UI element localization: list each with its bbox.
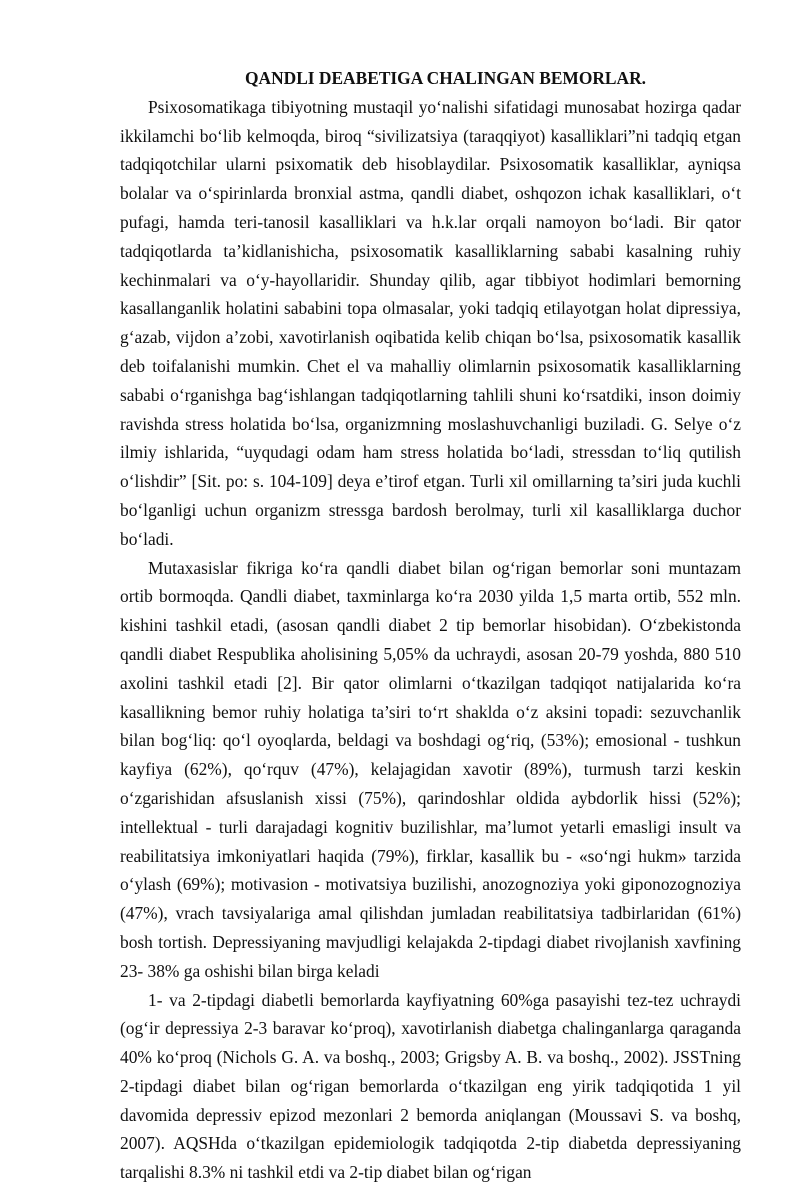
paragraph-psychosomatics: Psixosomatikaga tibiyotning mustaqil yo‘nalishi sifatidagi munosabat hozirga qadar ikkilamchi bo‘lib kelmoqda, biroq “sivilizatsiya (taraqqiyot) kasalliklari”ni tadqiq etgan tadqiqotchilar ularni psixomatik deb hisoblaydilar. Psixosomatik kasalliklar, ayniqsa bolalar va o‘spirinlarda bronxial astma, qandli diabet, oshqozon ichak kasalliklari, o‘t pufagi, hamda teri-tanosil kasalliklari va h.k.lar orqali namoyon bo‘ladi. Bir qator tadqiqotlarda ta’kidlanishicha, psixosomatik kasalliklarning sababi kasalning ruhiy kechinmalari va o‘y-hayollaridir. Shunday qilib, agar tibbiyot hodimlari bemorning kasallanganlik holatini sababini topa olmasalar, yoki tadqiq etilayotgan holat dipressiya, g‘azab, vijdon a’zobi, xavotirlanish oqibatida kelib chiqan bo‘lsa, psixosomatik kasallik deb toifalanishi mumkin. Chet el va mahalliy olimlarnin psixosomatik kasalliklarning sababi o‘rganishga bag‘ishlangan tadqiqotlarning tahlili shuni ko‘rsatdiki, inson doimiy ravishda stress holatida bo‘lsa, organizmning moslashuvchanligi buziladi. G. Selye o‘z ilmiy ishlarida, “uyqudagi odam ham stress holatida bo‘ladi, stressdan to‘liq qutilish o‘lishdir” [Sit. po: s. 104-109] deya e’tirof etgan. Turli xil omillarning ta’siri juda kuchli bo‘lganligi uchun organizm stressga bardosh berolmay, turli xil kasalliklarga duchor bo‘ladi. <box>120 93 741 554</box>
paragraph-depression-studies: 1- va 2-tipdagi diabetli bemorlarda kayfiyatning 60%ga pasayishi tez-tez uchraydi (og‘ir depressiya 2-3 baravar ko‘proq), xavotirlanish diabetga chalinganlarga qaraganda 40% ko‘proq (Nichols G. A. va boshq., 2003; Grigsby A. B. va boshq., 2002). JSSTning 2-tipdagi diabet bilan og‘rigan bemorlarda o‘tkazilgan eng yirik tadqiqotida 1 yil davomida depressiv epizod mezonlari 2 bemorda aniqlangan (Moussavi S. va boshq, 2007). AQSHda o‘tkazilgan epidemiologik tadqiqotda 2-tip diabetda depressiyaning tarqalishi 8.3% ni tashkil etdi va 2-tip diabet bilan og‘rigan <box>120 986 741 1187</box>
paragraph-diabetes-statistics: Mutaxasislar fikriga ko‘ra qandli diabet bilan og‘rigan bemorlar soni muntazam ortib bormoqda. Qandli diabet, taxminlarga ko‘ra 2030 yilda 1,5 marta ortib, 552 mln. kishini tashkil etadi, (asosan qandli diabet 2 tip bemorlar hisobidan). O‘zbekistonda qandli diabet Respublika aholisining 5,05% da uchraydi, asosan 20-79 yoshda, 880 510 axolini tashkil etadi [2]. Bir qator olimlarni o‘tkazilgan tadqiqot natijalarida ko‘ra kasallikning bemor ruhiy holatiga ta’siri to‘rt shaklda o‘z aksini topadi: sezuvchanlik bilan bog‘liq: qo‘l oyoqlarda, beldagi va boshdagi og‘riq, (53%); emosional - tushkun kayfiya (62%), qo‘rquv (47%), kelajagidan xavotir (89%), turmush tarzi keskin o‘zgarishidan afsuslanish xissi (75%), qarindoshlar oldida aybdorlik hissi (52%); intellektual - turli darajadagi kognitiv buzilishlar, ma’lumot yetarli emasligi insult va reabilitatsiya imkoniyatlari haqida (79%), firklar, kasallik bu - «so‘ngi hukm» tarzida o‘ylash (69%); motivasion - motivatsiya buzilishi, anozognoziya yoki giponozognoziya (47%), vrach tavsiyalariga amal qilishdan jumladan reabilitatsiya tadbirlaridan (61%) bosh tortish. Depressiyaning mavjudligi kelajakda 2-tipdagi diabet rivojlanish xavfining 23- 38% ga oshishi bilan birga keladi <box>120 554 741 986</box>
document-title: QANDLI DEABETIGA CHALINGAN BEMORLAR. <box>120 64 741 93</box>
document-page <box>120 64 741 1187</box>
